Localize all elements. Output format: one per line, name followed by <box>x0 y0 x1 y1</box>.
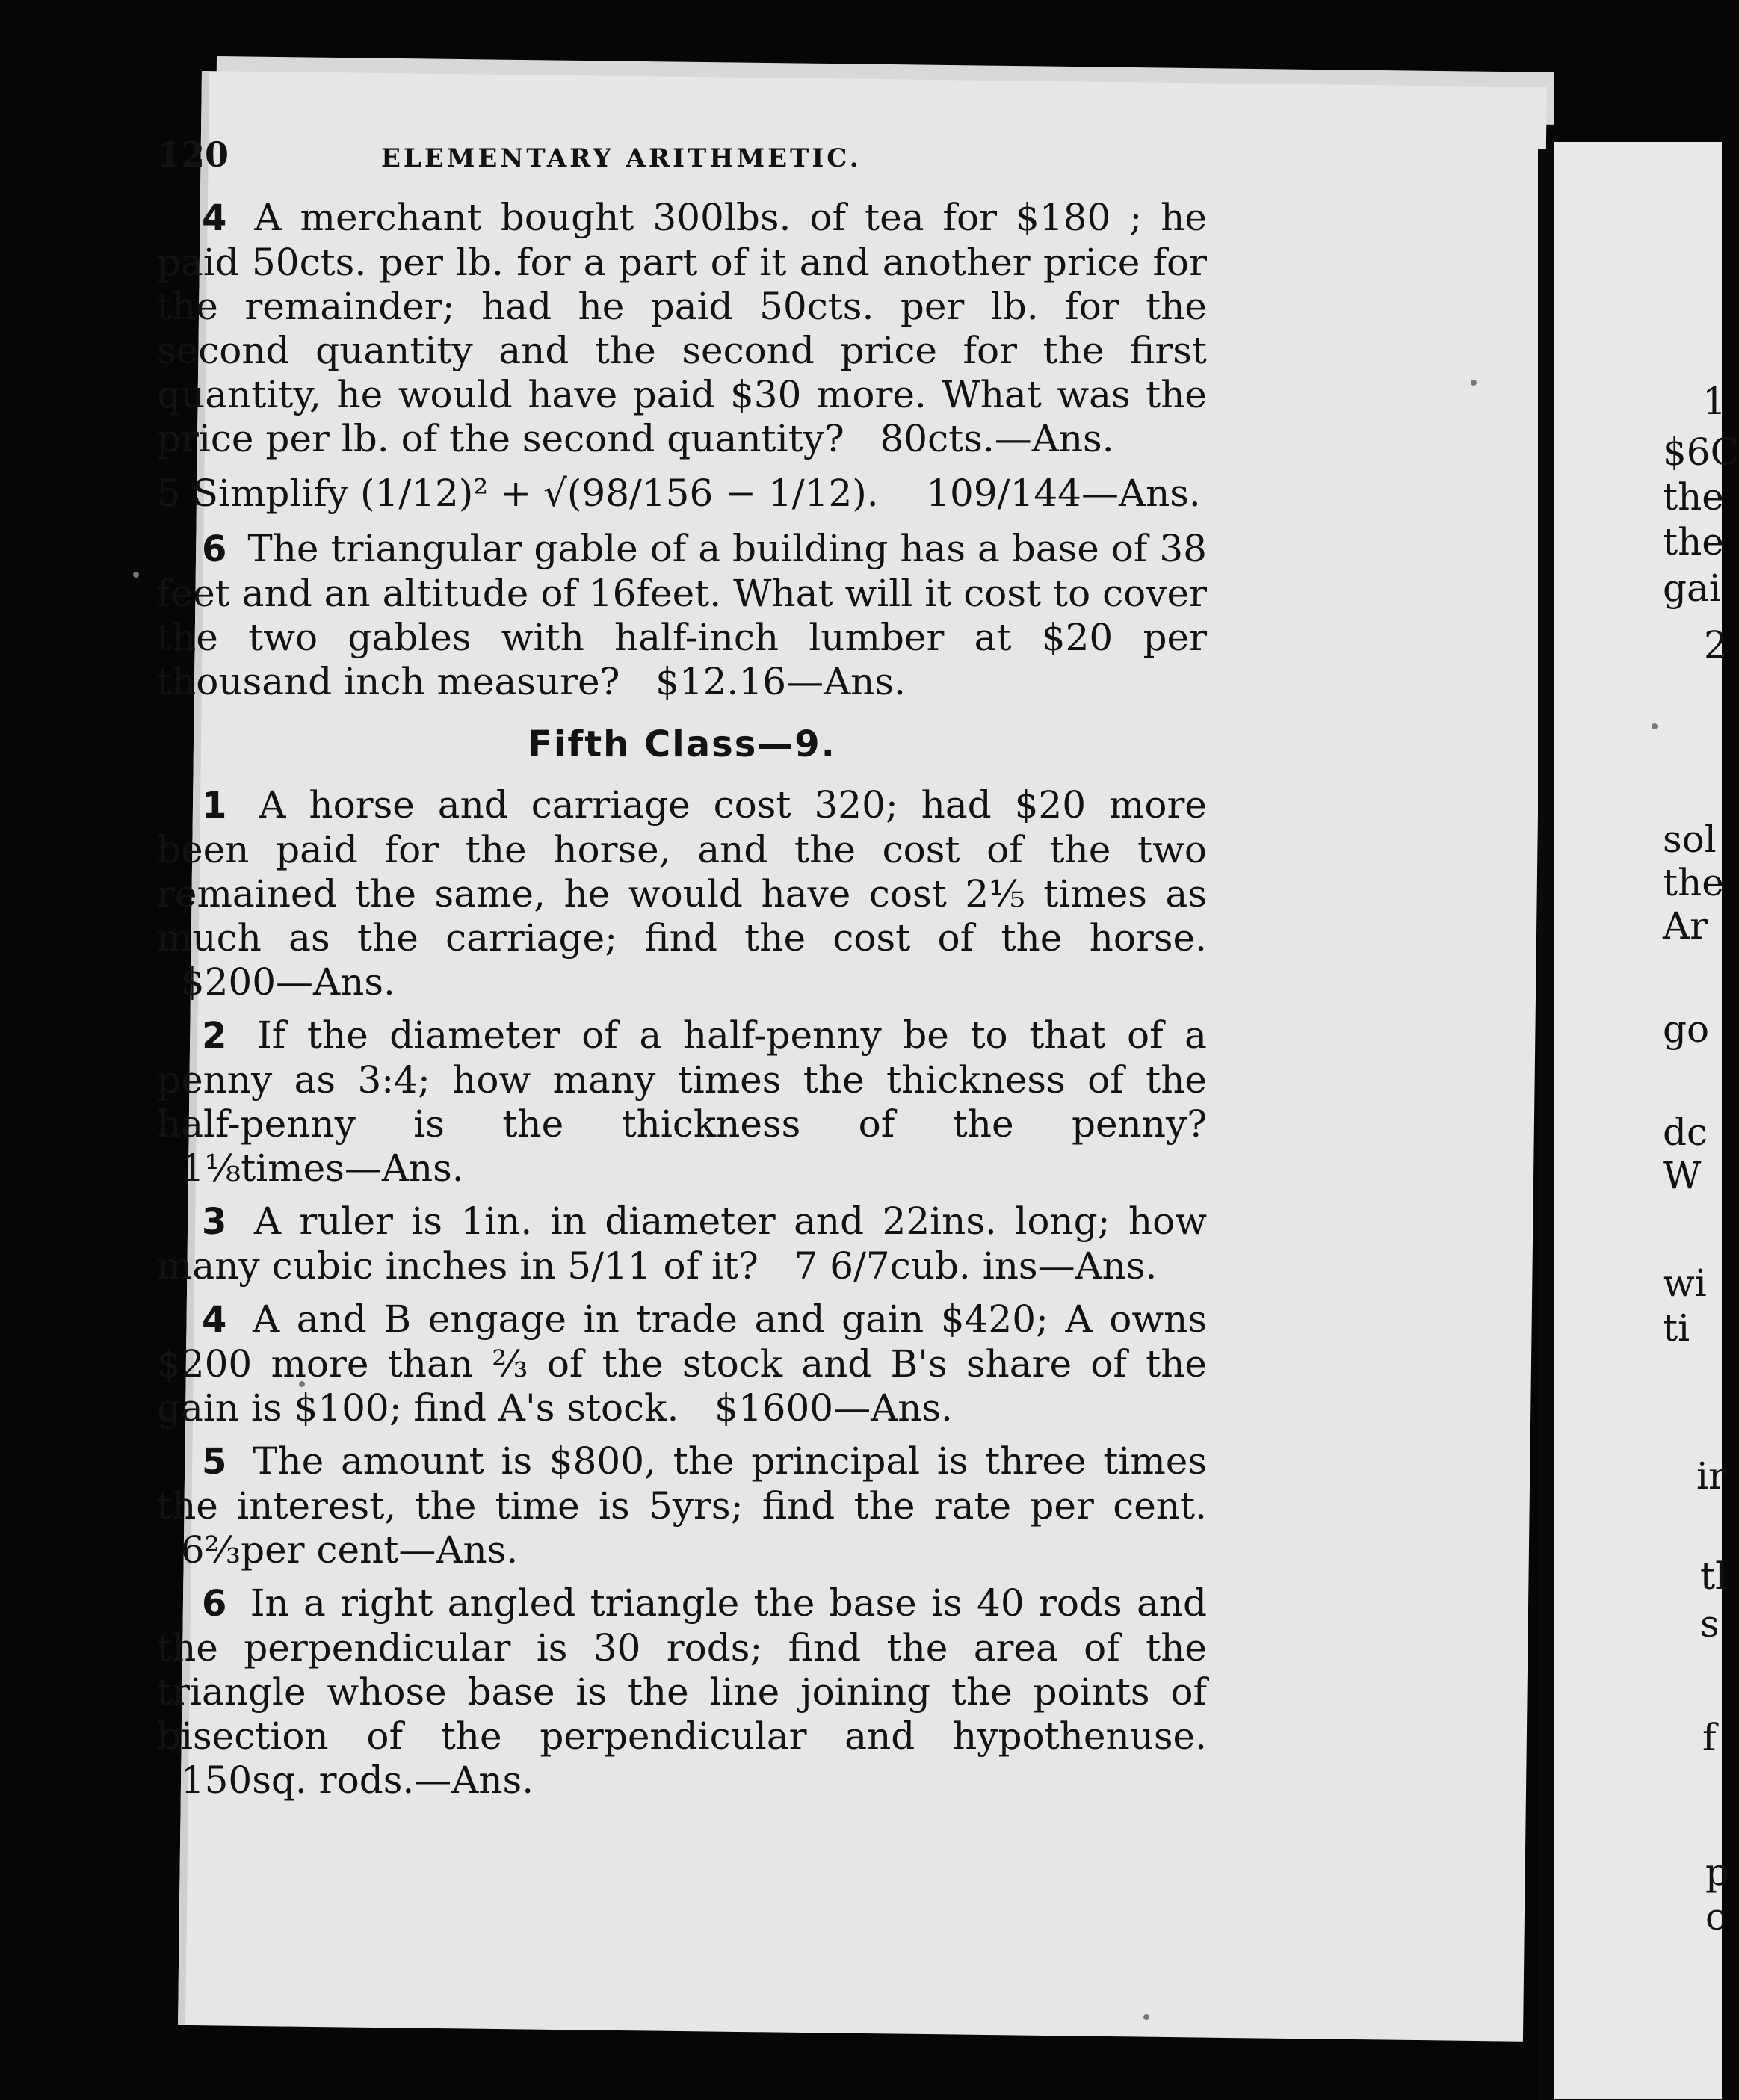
speck <box>1652 723 1658 729</box>
problem-answer: 7 6/7cub. ins—Ans. <box>794 1244 1158 1288</box>
problem-text: In a right angled triangle the base is 40 rods and the perpendicular is 30 rods; find the area of the triangle whose base is the line joining the points of bisection of the perpendicular and hypothenuse. <box>157 1581 1207 1758</box>
problem-answer: 150sq. rods.—Ans. <box>180 1758 534 1802</box>
problem-text: The triangular gable of a building has a base of 38 feet and an altitude of 16feet. What will it cost to cover the two gables with half-inch lumber at $20 per thousand inch measure? <box>157 527 1207 703</box>
problem-text: A horse and carriage cost 320; had $20 more been paid for the horse, and the cost of the two remained the same, he would have cost 2⅕ times as much as the carriage; find the cost of the horse. <box>157 783 1207 960</box>
section-heading: Fifth Class—9. <box>528 723 836 765</box>
problem-text: A ruler is 1in. in diameter and 22ins. long; how many cubic inches in 5/11 of it? <box>157 1199 1207 1288</box>
problem-answer: 6⅔per cent—Ans. <box>180 1528 519 1572</box>
problem <box>157 1439 1207 1572</box>
problem-number: 4 <box>202 1299 227 1341</box>
problem-number: 6 <box>202 1583 227 1625</box>
fragment: 1 <box>1702 380 1726 423</box>
page-number: 120 <box>157 135 229 175</box>
fragment: f <box>1702 1716 1717 1759</box>
page-header <box>157 135 1207 175</box>
problem-number: 2 <box>202 1015 227 1057</box>
fragment: sol <box>1663 818 1717 861</box>
problem-answer: $12.16—Ans. <box>655 660 906 703</box>
speck <box>1471 380 1477 386</box>
problem <box>157 783 1207 1004</box>
problem-number: 4 <box>202 197 227 239</box>
problem-answer: $200—Ans. <box>180 960 395 1004</box>
problem-number: 5 <box>157 472 181 515</box>
running-title: ELEMENTARY ARITHMETIC. <box>381 143 862 173</box>
fragment: the <box>1663 861 1724 904</box>
fragment: p <box>1705 1850 1730 1894</box>
problem-text: The amount is $800, the principal is three times the interest, the time is 5yrs; find the rate per cent. <box>157 1439 1207 1528</box>
speck <box>133 572 139 578</box>
problem <box>157 470 1207 516</box>
problem-number: 6 <box>202 528 227 570</box>
problem-answer: 1⅛times—Ans. <box>180 1146 464 1190</box>
problem-text: A merchant bought 300lbs. of tea for $180 ; he paid 50cts. per lb. for a part of it and another price for the remainder; had he paid 50cts. per lb. for the second quantity and the second price for the first quantity, he would have paid $30 more. What was the price per lb. of the second quantity? <box>157 196 1207 460</box>
problem-number: 3 <box>202 1201 227 1243</box>
problem-answer: 80cts.—Ans. <box>880 417 1114 460</box>
fragment: go <box>1663 1007 1710 1051</box>
problem <box>157 196 1207 461</box>
problem <box>157 527 1207 704</box>
fragment: wi <box>1663 1261 1707 1305</box>
fragment: c <box>1705 1895 1727 1939</box>
speck <box>1143 2014 1149 2020</box>
fragment: the <box>1663 475 1724 519</box>
fragment: $6C <box>1663 430 1739 474</box>
fragment: dc <box>1663 1111 1708 1154</box>
fragment: s <box>1700 1602 1720 1646</box>
fragment: ti <box>1663 1306 1690 1350</box>
problem-answer: $1600—Ans. <box>714 1386 953 1430</box>
problem-answer: 109/144—Ans. <box>926 472 1201 515</box>
problem-text: A and B engage in trade and gain $420; A owns $200 more than ⅔ of the stock and B's share of the gain is $100; find A's stock. <box>157 1297 1207 1430</box>
problem <box>157 1581 1207 1803</box>
book-gutter <box>1538 149 1553 2100</box>
problem-number: 1 <box>202 785 227 827</box>
fragment: Ar <box>1663 904 1708 948</box>
problem-number: 5 <box>202 1441 227 1483</box>
problem <box>157 1013 1207 1190</box>
problem-text: Simplify (1/12)² + √(98/156 − 1/12). <box>192 472 879 515</box>
problem-text: If the diameter of a half-penny be to that of a penny as 3:4; how many times the thickness of the half-penny is the thickness of the penny? <box>157 1013 1207 1146</box>
fragment: ir <box>1696 1454 1726 1498</box>
fragment: tl <box>1700 1554 1728 1598</box>
problem <box>157 1199 1207 1288</box>
problem <box>157 1297 1207 1430</box>
page-content <box>157 135 1207 1812</box>
fragment: W <box>1663 1154 1702 1197</box>
fragment: the <box>1663 520 1724 563</box>
fragment: gai <box>1663 566 1721 610</box>
fragment: 2 <box>1704 623 1728 667</box>
